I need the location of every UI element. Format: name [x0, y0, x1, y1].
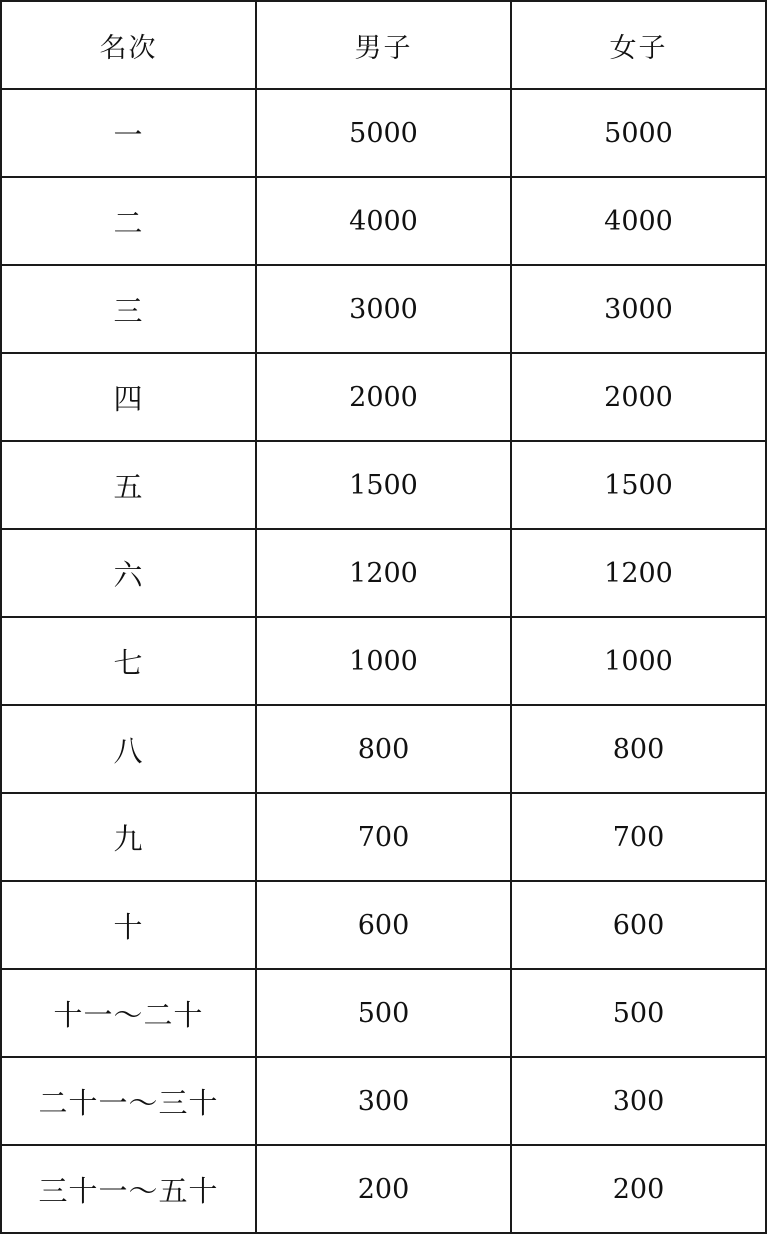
table-row: [1, 529, 766, 617]
men-amount-cell: 700: [256, 793, 511, 881]
women-amount-cell: 300: [511, 1057, 766, 1145]
header-rank: 名次: [1, 1, 256, 89]
men-amount-cell: 800: [256, 705, 511, 793]
rank-cell: 二: [1, 177, 256, 265]
table-row: [1, 1145, 766, 1233]
header-row: [1, 1, 766, 89]
table-row: [1, 441, 766, 529]
rank-cell: 八: [1, 705, 256, 793]
men-amount-cell: 5000: [256, 89, 511, 177]
header-men: 男子: [256, 1, 511, 89]
rank-cell: 十一～二十: [1, 969, 256, 1057]
rank-cell: 二十一～三十: [1, 1057, 256, 1145]
rank-cell: 三: [1, 265, 256, 353]
table-row: [1, 1057, 766, 1145]
rank-cell: 九: [1, 793, 256, 881]
header-women: 女子: [511, 1, 766, 89]
women-amount-cell: 600: [511, 881, 766, 969]
women-amount-cell: 700: [511, 793, 766, 881]
women-amount-cell: 3000: [511, 265, 766, 353]
rank-cell: 七: [1, 617, 256, 705]
table-row: [1, 793, 766, 881]
table-row: [1, 177, 766, 265]
women-amount-cell: 800: [511, 705, 766, 793]
women-amount-cell: 1200: [511, 529, 766, 617]
table-row: [1, 969, 766, 1057]
women-amount-cell: 1000: [511, 617, 766, 705]
men-amount-cell: 4000: [256, 177, 511, 265]
women-amount-cell: 200: [511, 1145, 766, 1233]
rank-cell: 六: [1, 529, 256, 617]
men-amount-cell: 300: [256, 1057, 511, 1145]
women-amount-cell: 500: [511, 969, 766, 1057]
table-row: [1, 265, 766, 353]
men-amount-cell: 1200: [256, 529, 511, 617]
women-amount-cell: 1500: [511, 441, 766, 529]
men-amount-cell: 600: [256, 881, 511, 969]
women-amount-cell: 2000: [511, 353, 766, 441]
men-amount-cell: 200: [256, 1145, 511, 1233]
table-row: [1, 617, 766, 705]
women-amount-cell: 4000: [511, 177, 766, 265]
men-amount-cell: 1000: [256, 617, 511, 705]
table-row: [1, 705, 766, 793]
table-row: [1, 881, 766, 969]
rank-cell: 十: [1, 881, 256, 969]
women-amount-cell: 5000: [511, 89, 766, 177]
rank-cell: 四: [1, 353, 256, 441]
men-amount-cell: 3000: [256, 265, 511, 353]
men-amount-cell: 2000: [256, 353, 511, 441]
table-row: [1, 353, 766, 441]
rank-cell: 三十一～五十: [1, 1145, 256, 1233]
rank-cell: 一: [1, 89, 256, 177]
men-amount-cell: 500: [256, 969, 511, 1057]
rank-cell: 五: [1, 441, 256, 529]
men-amount-cell: 1500: [256, 441, 511, 529]
table-row: [1, 89, 766, 177]
